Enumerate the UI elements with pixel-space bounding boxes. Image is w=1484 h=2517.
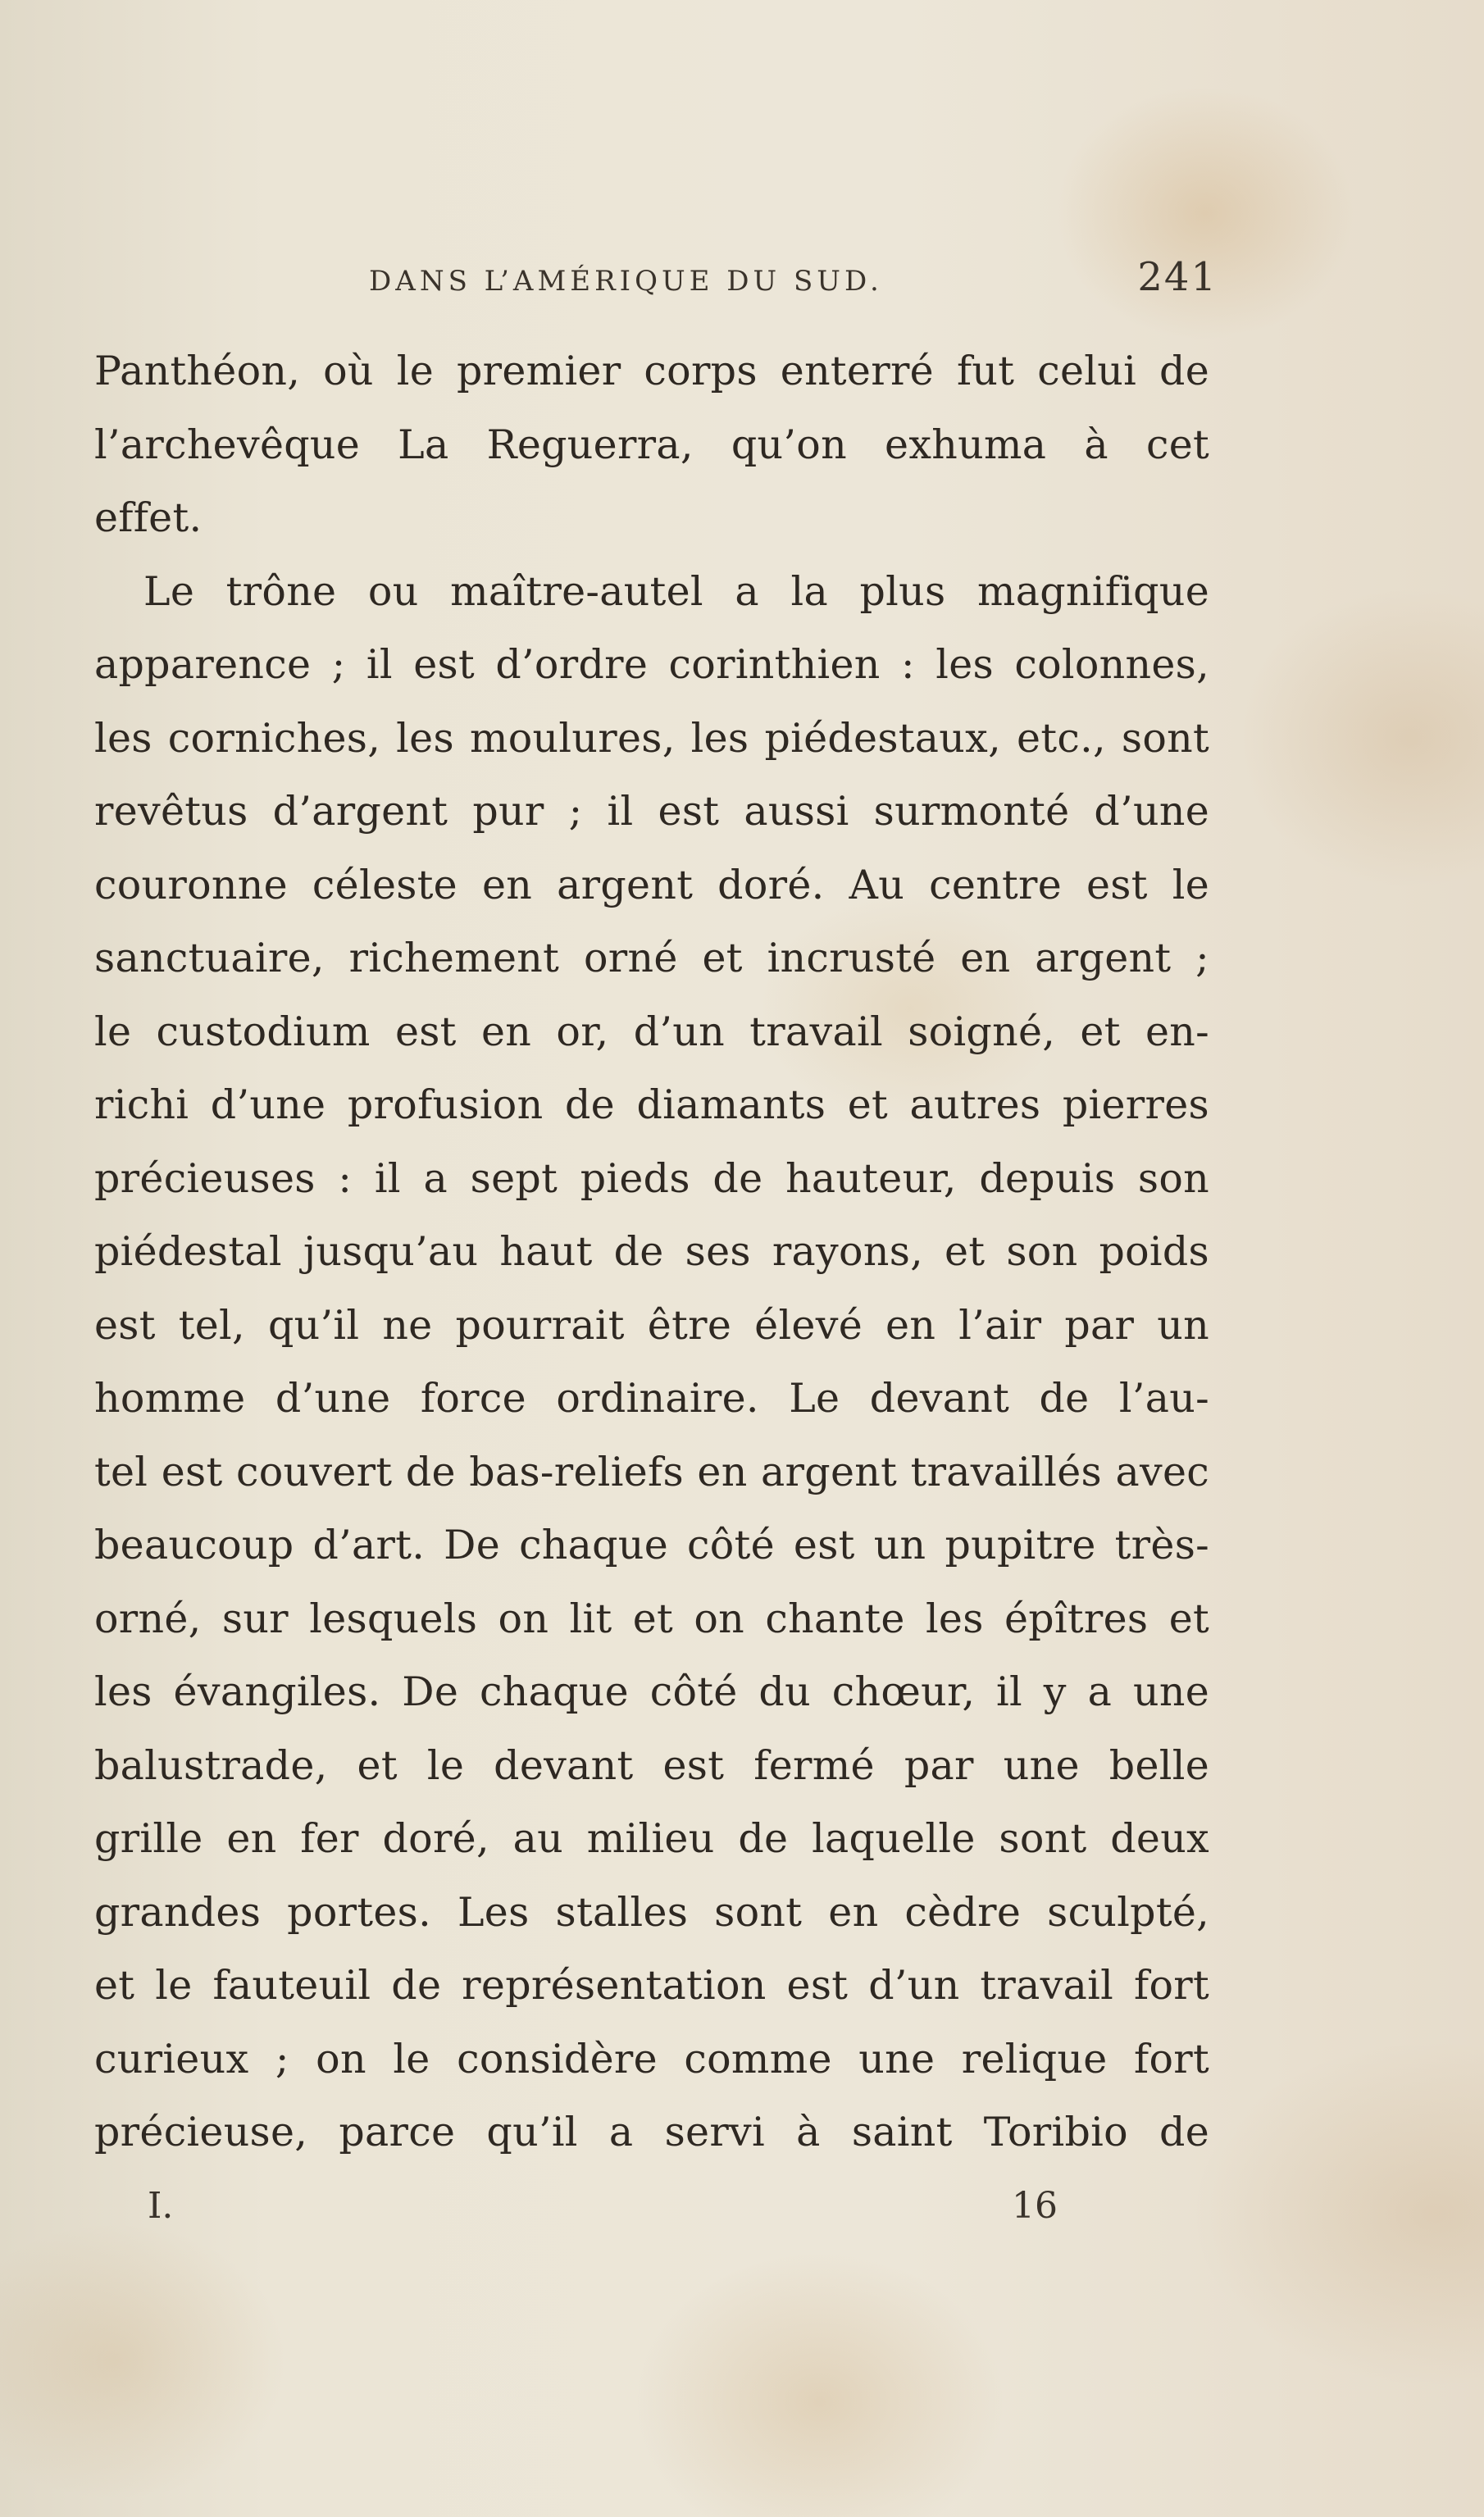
volume-mark: I. (148, 2185, 174, 2227)
text-line: et le fauteuil de représentation est d’un travail fort (94, 1962, 1209, 2009)
text-line: grille en fer doré, au milieu de laquelle sont deux (94, 1815, 1209, 1862)
body-text (94, 335, 1209, 2169)
text-line: le custodium est en or, d’un travail soigné, et en- (94, 1008, 1209, 1055)
text-line: précieuse, parce qu’il a servi à saint Toribio de (94, 2109, 1209, 2155)
text-line: est tel, qu’il ne pourrait être élevé en l’air par un (94, 1301, 1209, 1349)
text-line: précieuses : il a sept pieds de hauteur, depuis son (94, 1154, 1209, 1202)
text-line: effet. (94, 494, 203, 541)
text-line: tel est couvert de bas-reliefs en argent travaillés avec (94, 1448, 1209, 1495)
text-line: homme d’une force ordinaire. Le devant de l’au- (94, 1375, 1209, 1422)
page-number: 241 (1137, 254, 1218, 300)
text-line: orné, sur lesquels on lit et on chante les épîtres et (94, 1595, 1209, 1642)
running-head (94, 254, 1218, 303)
text-line: couronne céleste en argent doré. Au centre est le (94, 861, 1209, 908)
text-line: Panthéon, où le premier corps enterré fut celui de (94, 348, 1209, 394)
text-line: richi d’une profusion de diamants et autres pierres (94, 1081, 1209, 1128)
text-line: grandes portes. Les stalles sont en cèdre sculpté, (94, 1888, 1209, 1936)
text-line: Le trône ou maître-autel a la plus magnifique (143, 567, 1209, 615)
page-footer (148, 2185, 1058, 2242)
signature-mark: 16 (1012, 2185, 1058, 2227)
text-line: les corniches, les moulures, les piédestaux, etc., sont (94, 714, 1209, 762)
text-line: apparence ; il est d’ordre corinthien : les colonnes, (94, 641, 1209, 688)
text-line: les évangiles. De chaque côté du chœur, il y a une (94, 1668, 1209, 1715)
text-line: l’archevêque La Reguerra, qu’on exhuma à cet (94, 421, 1209, 468)
text-line: beaucoup d’art. De chaque côté est un pupitre très- (94, 1522, 1209, 1568)
text-line: sanctuaire, richement orné et incrusté en argent ; (94, 935, 1209, 981)
text-line: curieux ; on le considère comme une relique fort (94, 2035, 1209, 2082)
text-line: piédestal jusqu’au haut de ses rayons, et son poids (94, 1228, 1209, 1275)
running-head-title: DANS L’AMÉRIQUE DU SUD. (369, 265, 883, 298)
text-line: revêtus d’argent pur ; il est aussi surmonté d’une (94, 788, 1209, 835)
text-line: balustrade, et le devant est fermé par une belle (94, 1741, 1209, 1789)
